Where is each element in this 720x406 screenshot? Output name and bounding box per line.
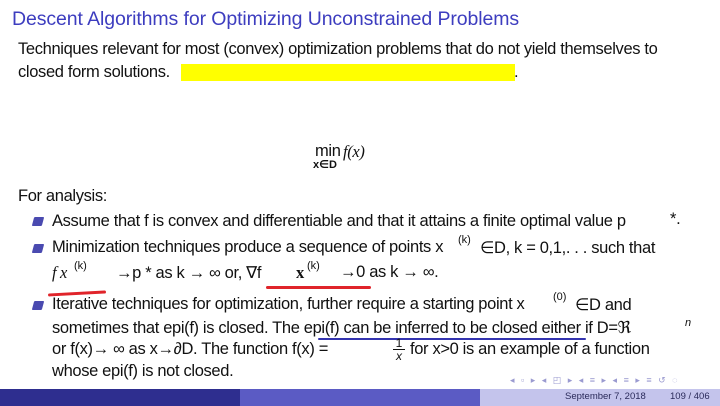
bullet-3-line-2: sometimes that epi(f) is closed. The epi(f) can be inferred to be closed either if D=ℜ [52,319,631,337]
intro-line-end: . [514,63,519,81]
bullet-2-sup-k-2: (k) [74,260,87,272]
bullet-2-x: x [296,263,304,282]
bullet-2-f-x: f x [52,263,67,282]
bullet-2-line-1: Minimization techniques produce a sequence of points x [52,238,444,256]
fraction-one-over-x [393,337,405,362]
bullet-3-line-1: Iterative techniques for optimization, further require a starting point x [52,295,525,313]
bullet-2-line-1-rest: ∈D, k = 0,1,. . . such that [480,239,656,257]
footer-date: September 7, 2018 [565,391,646,402]
bullet-2-sup-k-3: (k) [307,260,320,272]
formula-expression: f(x) [343,142,365,161]
intro-line-2: closed form solutions. [18,63,170,81]
red-annotation-2 [266,286,371,289]
formula-subscript: x∈D [313,159,337,171]
bullet-3-sup-n: n [685,317,692,329]
slide-title: Descent Algorithms for Optimizing Unconstrained Problems [12,8,520,30]
bullet-2-sup-k: (k) [458,234,471,246]
footer-page-number: 109 / 406 [670,391,710,402]
bullet-1-star: *. [670,210,681,228]
bullet-3-line-3-rest: for x>0 is an example of a function [410,340,650,358]
bullet-3-line-4: whose epi(f) is not closed. [52,362,234,380]
bullet-3-line-3: or f(x)→ ∞ as x→∂D. The function f(x) = [52,340,328,358]
bullet-marker-2 [32,244,44,253]
bullet-3-line-1-rest: ∈D and [575,296,632,314]
bullet-2-convergence: →p * as k → ∞ or, ∇f [116,264,262,282]
bullet-3-sup-0: (0) [553,291,567,303]
bullet-1-text: Assume that f is convex and differentiable and that it attains a finite optimal value p [52,212,626,230]
bullet-marker-1 [32,217,44,226]
bullet-marker-3 [32,301,44,310]
beamer-navigation-icons[interactable]: ◂ ▫ ▸ ◂ ◰ ▸ ◂ ≡ ▸ ◂ ≡ ▸ ≡ ↺ ◌ [510,375,680,385]
fraction-numerator: 1 [393,337,405,350]
formula-min: min [315,142,341,160]
fraction-denominator: x [396,349,402,363]
intro-line-1: Techniques relevant for most (convex) optimization problems that do not yield themselves to [18,40,658,58]
analysis-label: For analysis: [18,187,107,205]
yellow-highlight-block [181,64,515,81]
bullet-2-gradient-limit: →0 as k → ∞. [340,263,439,281]
